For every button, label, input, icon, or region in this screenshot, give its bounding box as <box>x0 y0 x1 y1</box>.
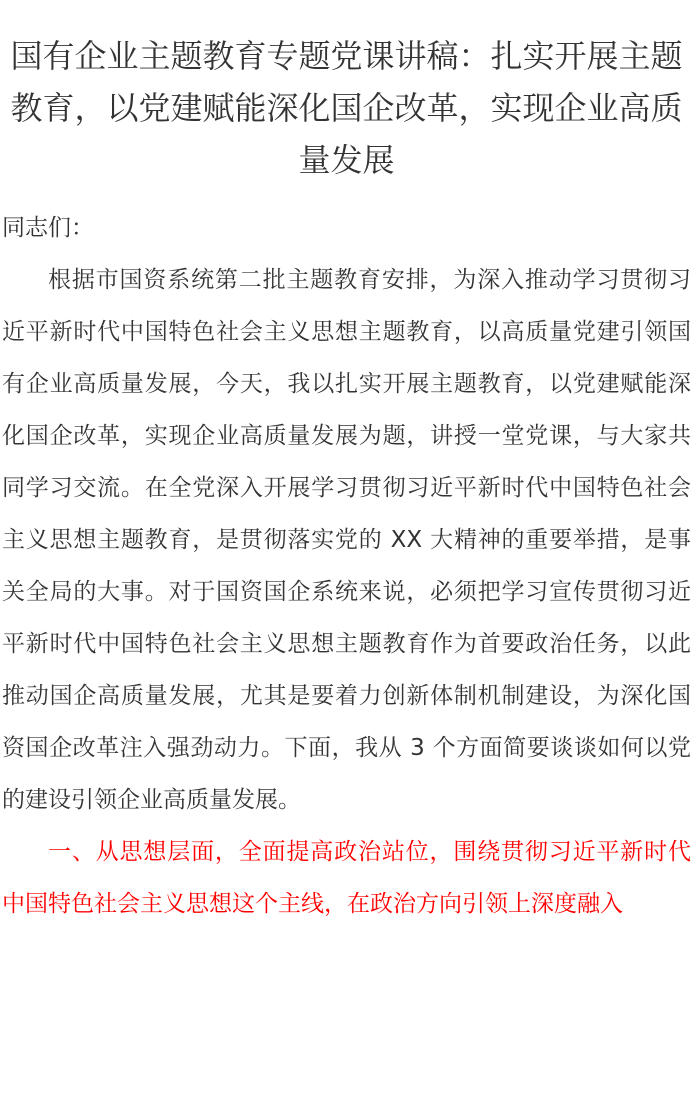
salutation: 同志们： <box>2 215 94 241</box>
body-paragraph: 根据市国资系统第二批主题教育安排，为深入推动学习贯彻习近平新时代中国特色社会主义思想主题教育，以高质量党建引领国有企业高质量发展，今天，我以扎实开展主题教育，以党建赋能深化国企改革，实现企业高质量发展为题，讲授一堂党课，与大家共同学习交流。在全党深入开展学习贯彻习近平新时代中国特色社会主义思想主题教育，是贯彻落实党的 XX 大精神的重要举措，是事关全局的大事。对于国资国企系统来说，必须把学习宣传贯彻习近平新时代中国特色社会主义思想主题教育作为首要政治任务，以此推动国企高质量发展，尤其是要着力创新体制机制建设，为深化国资国企改革注入强劲动力。下面，我从 3 个方面简要谈谈如何以党的建设引领企业高质量发展。 <box>2 267 691 813</box>
section-heading: 一、从思想层面，全面提高政治站位，围绕贯彻习近平新时代中国特色社会主义思想这个主线，在政治方向引领上深度融入 <box>2 839 691 917</box>
document-title: 国有企业主题教育专题党课讲稿：扎实开展主题教育，以党建赋能深化国企改革，实现企业高质量发展 <box>10 37 683 179</box>
